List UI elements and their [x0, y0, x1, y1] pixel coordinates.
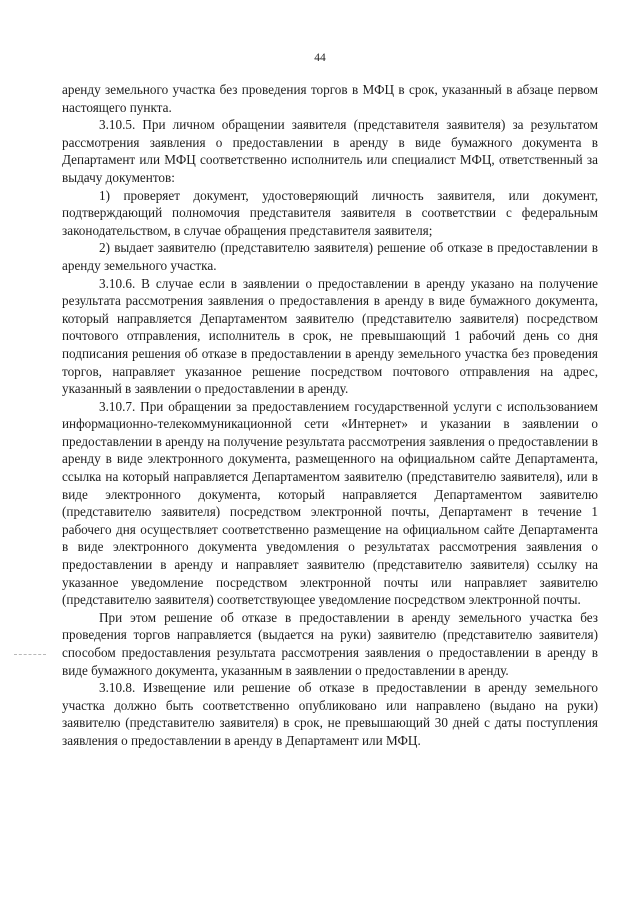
paragraph-3-10-5-item-2: 2) выдает заявителю (представителю заявителя) решение об отказе в предоставлении в аренду земельного участка.: [62, 240, 598, 273]
paragraph-3-10-7-continued: При этом решение об отказе в предоставлении в аренду земельного участка без проведения торгов направляется (выдается на руки) заявителю (представителю заявителя) способом предоставления результата рассмотрения заявления о предоставлении в аренду в виде бумажного документа, указанным в заявлении о предоставлении в аренду.: [62, 609, 598, 678]
margin-mark: [14, 654, 46, 655]
paragraph-3-10-7: 3.10.7. При обращении за предоставлением государственной услуги с использованием информационно-телекоммуникационной сети «Интернет» и указании в заявлении о предоставлении в аренду на получение результата рассмотрения заявления о предоставлении в аренду в виде электронного документа, размещенного на официальном сайте Департамента, ссылка на который направляется Департаментом заявителю (представителю заявителя), или в виде электронного документа, который направляется Департаментом заявителю (представителю заявителя) посредством электронной почты, Департамент в течение 1 рабочего дня осуществляет соответственно размещение на официальном сайте Департамента в виде электронного документа уведомления о результатах рассмотрения заявления о предоставлении в аренду и направляет заявителю (представителю заявителя) ссылку на указанное уведомление посредством электронной почты или направляет заявителю (представителю заявителя) соответствующее уведомление посредством электронной почты.: [62, 398, 598, 608]
paragraph-3-10-5-item-1: 1) проверяет документ, удостоверяющий личность заявителя, или документ, подтверждающий полномочия представителя заявителя в соответствии с федеральным законодательством, в случае обращения представителя заявителя;: [62, 187, 598, 238]
paragraph-continuation: аренду земельного участка без проведения торгов в МФЦ в срок, указанный в абзаце первом настоящего пункта.: [62, 82, 598, 115]
paragraph-3-10-8: 3.10.8. Извещение или решение об отказе в предоставлении в аренду земельного участка должно быть соответственно опубликовано или направлено (выдано на руки) заявителю (представителю заявителя) в срок, не превышающий 30 дней с даты поступления заявления о предоставлении в аренду в Департамент или МФЦ.: [62, 680, 598, 748]
paragraph-3-10-6: 3.10.6. В случае если в заявлении о предоставлении в аренду указано на получение результата рассмотрения заявления о предоставления в аренду в виде бумажного документа, который направляется Департаментом заявителю (представителю заявителя) посредством почтового отправления, исполнитель в срок, не превышающий 1 рабочий день со дня подписания решения об отказе в предоставлении в аренду земельного участка без проведения торгов, направляет указанное решение посредством почтового отправления на адрес, указанный в заявлении о предоставлении в аренду.: [62, 275, 598, 397]
page-number: 44: [314, 52, 326, 64]
paragraph-3-10-5: 3.10.5. При личном обращении заявителя (представителя заявителя) за результатом рассмотрения заявления о предоставлении в аренду в виде бумажного документа в Департамент или МФЦ соответственно исполнитель или специалист МФЦ, ответственный за выдачу документов:: [62, 117, 598, 185]
document-body: [62, 81, 598, 750]
